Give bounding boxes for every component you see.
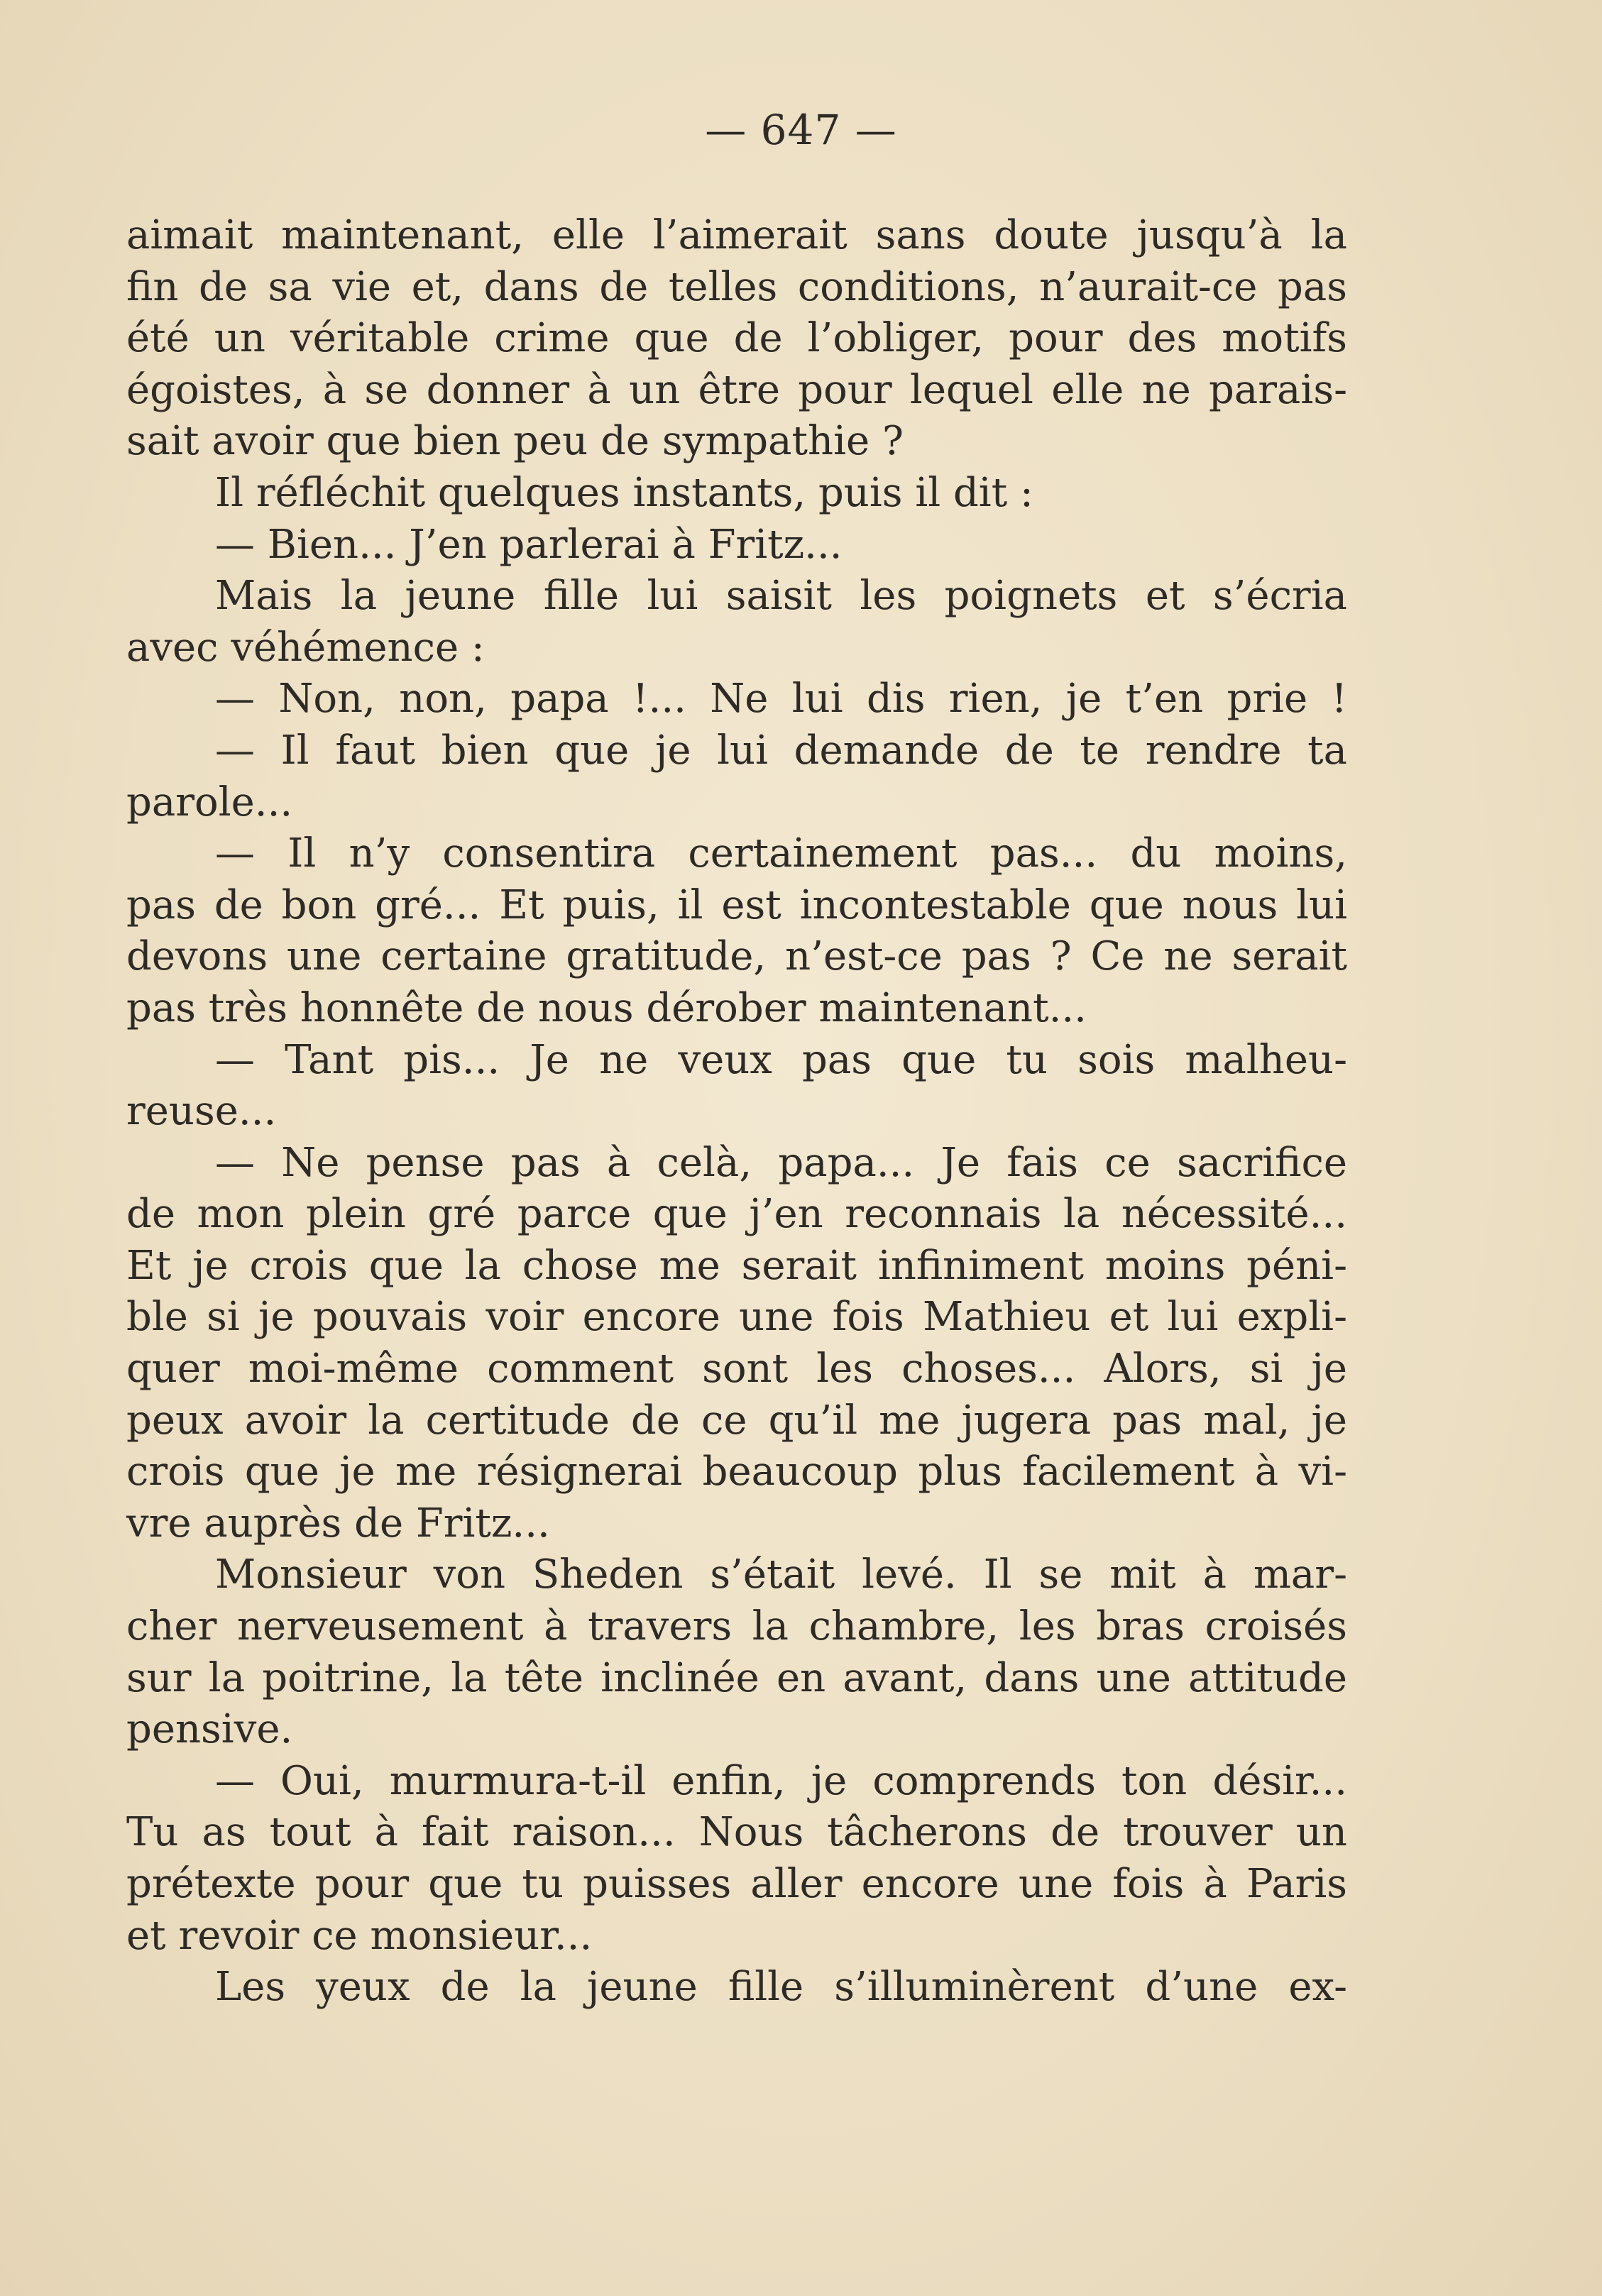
body-text xyxy=(126,210,1347,2014)
text-line: ble si je pouvais voir encore une fois Mathieu et lui expli- xyxy=(126,1294,1347,1341)
text-line: sur la poitrine, la tête inclinée en avant, dans une attitude xyxy=(126,1654,1347,1701)
text-line: — Non, non, papa !... Ne lui dis rien, je t’en prie ! xyxy=(215,676,1347,723)
text-line: — Bien... J’en parlerai à Fritz... xyxy=(215,521,843,568)
text-line: prétexte pour que tu puisses aller encore une fois à Paris xyxy=(126,1861,1347,1907)
text-line: reuse... xyxy=(126,1088,277,1135)
text-line: de mon plein gré parce que j’en reconnais la nécessité... xyxy=(126,1191,1347,1238)
text-line: quer moi-même comment sont les choses... Alors, si je xyxy=(126,1346,1347,1393)
text-line: Les yeux de la jeune fille s’illuminèrent d’une ex- xyxy=(215,1964,1347,2011)
text-line: — Ne pense pas à celà, papa... Je fais ce sacrifice xyxy=(215,1139,1347,1186)
text-line: — Il n’y consentira certainement pas... du moins, xyxy=(215,830,1347,877)
text-line: Mais la jeune fille lui saisit les poignets et s’écria xyxy=(215,573,1347,620)
text-line: devons une certaine gratitude, n’est-ce pas ? Ce ne serait xyxy=(126,933,1347,980)
text-line: aimait maintenant, elle l’aimerait sans doute jusqu’à la xyxy=(126,212,1347,258)
text-line: Monsieur von Sheden s’était levé. Il se mit à mar- xyxy=(215,1551,1347,1598)
text-line: pas de bon gré... Et puis, il est incontestable que nous lui xyxy=(126,881,1347,928)
text-line: — Il faut bien que je lui demande de te rendre ta xyxy=(215,727,1347,774)
text-line: vre auprès de Fritz... xyxy=(126,1500,550,1547)
page-number: — 647 — xyxy=(705,106,897,154)
text-line: égoistes, à se donner à un être pour lequel elle ne parais- xyxy=(126,366,1347,413)
text-line: avec véhémence : xyxy=(126,624,485,671)
text-line: Il réfléchit quelques instants, puis il dit : xyxy=(215,469,1033,516)
text-line: pensive. xyxy=(126,1706,293,1753)
text-line: Tu as tout à fait raison... Nous tâcherons de trouver un xyxy=(126,1809,1347,1856)
text-line: cher nerveusement à travers la chambre, les bras croisés xyxy=(126,1603,1347,1650)
text-line: — Tant pis... Je ne veux pas que tu sois malheu- xyxy=(215,1036,1347,1083)
text-line: parole... xyxy=(126,779,293,825)
text-line: été un véritable crime que de l’obliger, pour des motifs xyxy=(126,315,1347,362)
text-line: et revoir ce monsieur... xyxy=(126,1912,593,1959)
text-line: fin de sa vie et, dans de telles conditions, n’aurait-ce pas xyxy=(126,263,1347,310)
text-line: pas très honnête de nous dérober maintenant... xyxy=(126,984,1087,1031)
text-line: sait avoir que bien peu de sympathie ? xyxy=(126,418,904,465)
text-line: Et je crois que la chose me serait infiniment moins péni- xyxy=(126,1242,1347,1289)
text-line: peux avoir la certitude de ce qu’il me jugera pas mal, je xyxy=(126,1397,1347,1444)
text-line: crois que je me résignerai beaucoup plus facilement à vi- xyxy=(126,1449,1347,1495)
text-line: — Oui, murmura-t-il enfin, je comprends ton désir... xyxy=(215,1757,1347,1804)
